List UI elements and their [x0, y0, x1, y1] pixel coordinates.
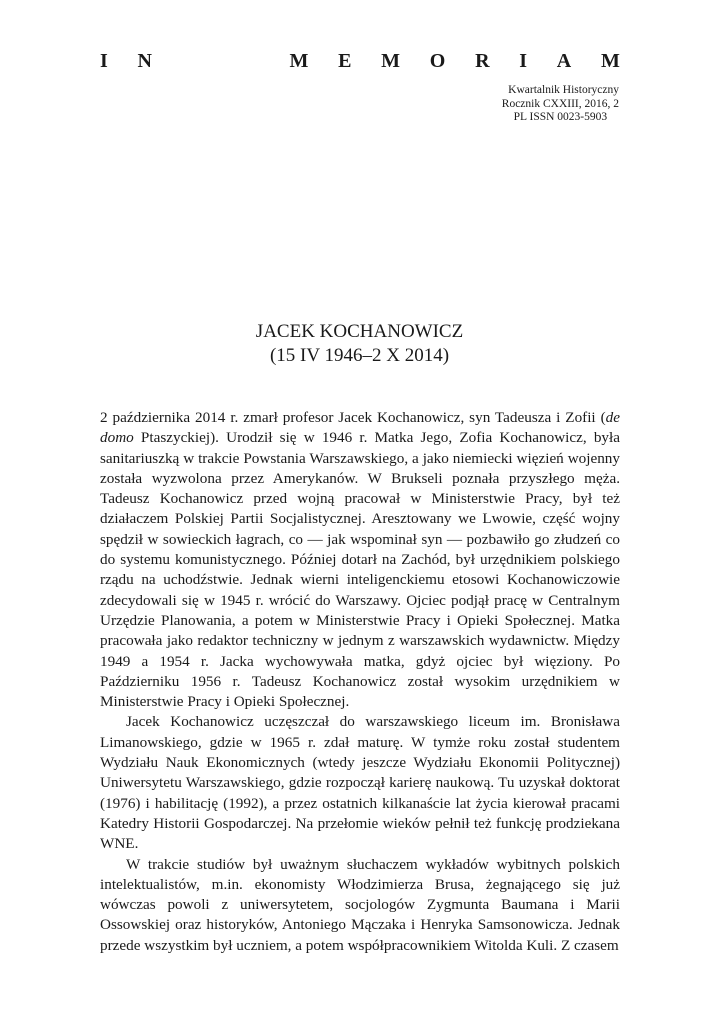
section-title-letter: M: [289, 50, 309, 72]
section-title-letter: M: [600, 50, 620, 72]
journal-name: Kwartalnik Historyczny: [508, 84, 619, 96]
section-title-letter: E: [338, 50, 352, 72]
section-title-spacer: [182, 50, 260, 73]
section-title-letter: I: [519, 50, 528, 72]
article-body: [100, 408, 620, 956]
journal-issn: PL ISSN 0023-5903: [513, 111, 608, 123]
article-heading: [0, 320, 719, 368]
section-title-letter: N: [137, 50, 152, 72]
section-title-letter: M: [381, 50, 401, 72]
section-title-letter: O: [429, 50, 446, 72]
section-title-letter: I: [100, 50, 108, 72]
article-dates: (15 IV 1946–2 X 2014): [269, 345, 450, 366]
journal-info: [502, 84, 619, 125]
article-title: JACEK KOCHANOWICZ: [255, 321, 464, 342]
paragraph-3: W trakcie studiów był uważnym słuchaczem wykładów wybitnych polskich intelektualistów, m.in. ekonomisty Włodzimierza Brusa, żegnającego się już wówczas powoli z uniwersytetem, socjologów Zygmunta Baumana i Marii Ossowskiej oraz historyków, Antoniego Mączaka i Henryka Samsonowicza. Jednak przede wszystkim był uczniem, a potem współpracownikiem Witolda Kuli. Z czasem: [100, 855, 620, 954]
paragraph-2: Jacek Kochanowicz uczęszczał do warszawskiego liceum im. Bronisława Limanowskiego, gdzie w 1965 r. zdał maturę. W tymże roku został studentem Wydziału Nauk Ekonomicznych (wtedy jeszcze Wydziału Ekonomii Politycznej) Uniwersytetu Warszawskiego, gdzie rozpoczął karierę naukową. Tu uzyskał doktorat (1976) i habilitację (1992), a przez ostatnich kilkanaście lat życia kierował pracami Katedry Historii Gospodarczej. Na przełomie wieków pełnił też funkcję prodziekana WNE.: [100, 713, 620, 853]
paragraph-1-rest: Ptaszyckiej). Urodził się w 1946 r. Matka Jego, Zofia Kochanowicz, była sanitariuszką w trakcie Powstania Warszawskiego, a jako niemiecki więzień wojenny została wyzwolona przez Amerykanów. W Brukseli poznała przyszłego męża. Tadeusz Kochanowicz przed wojną pracował w Ministerstwie Pracy, był też działaczem Polskiej Partii Socjalistycznej. Aresztowany we Lwowie, część wojny spędził w sowieckich łagrach, co — jak wspominał syn — pozbawiło go złudzeń co do systemu komunistycznego. Później dotarł na Zachód, był urzędnikiem polskiego rządu na uchodźstwie. Jednak wierni inteligenckiemu etosowi Kochanowiczowie zdecydowali się w 1945 r. wrócić do Warszawy. Ojciec podjął pracę w Centralnym Urzędzie Planowania, a potem w Ministerstwie Pracy i Opieki Społecznej. Matka pracowała jako redaktor techniczny w jednym z warszawskich wydawnictw. Między 1949 a 1954 r. Jacka wychowywała matka, gdyż ojciec był więziony. Po Październiku 1956 r. Tadeusz Kochanowicz został wysokim urzędnikiem w Ministerstwie Pracy i Opieki Społecznej.: [100, 429, 620, 711]
section-title-letter: A: [556, 50, 572, 72]
paragraph-1-italic: de domo: [100, 409, 620, 447]
section-title-letter: R: [475, 50, 490, 72]
paragraph-1-start: 2 października 2014 r. zmarł profesor Jacek Kochanowicz, syn Tadeusza i Zofii (: [100, 409, 606, 426]
section-title: [100, 50, 620, 73]
journal-volume: Rocznik CXXIII, 2016, 2: [501, 97, 619, 110]
paragraph-1: [100, 408, 620, 712]
